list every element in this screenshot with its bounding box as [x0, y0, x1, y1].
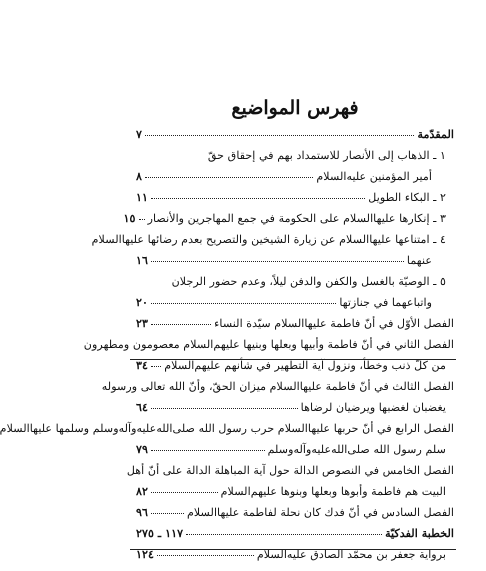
toc-entry-page: ١٥ [123, 211, 136, 225]
toc-list [0, 124, 454, 565]
toc-page [0, 96, 454, 565]
toc-entry [136, 187, 454, 208]
toc-entry-page: ٩٦ [136, 505, 149, 519]
toc-entry [101, 376, 454, 397]
toc-entry-text: ٤ ـ امتناعها عليها‌السلام عن زيارة الشيخين والتصريح بعدم رضائها عليها‌السلام [91, 233, 446, 246]
toc-entry-text: الفصل الرابع في أنّ حربها عليها‌السلام حرب رسول الله صلى‌الله‌عليه‌وآله‌وسلم وسلمها عليها‌السلام [0, 422, 454, 435]
toc-entry-text: الفصل الثالث في أنّ فاطمة عليها‌السلام ميزان الحقّ، وأنّ الله تعالى ورسوله [101, 380, 454, 393]
toc-entry [136, 439, 454, 460]
toc-entry-page: ١١٧ ـ ٢٧٥ [136, 526, 184, 540]
toc-entry-text: ٣ ـ إنكارها عليها‌السلام على الحكومة في جمع المهاجرين والأنصار [147, 212, 446, 225]
toc-entry [136, 250, 454, 271]
toc-entry-text: الفصل الخامس في النصوص الدالة حول آية المباهلة الدالة على أنّ أهل [126, 464, 454, 477]
toc-entry-text: ٥ ـ الوصيّة بالغسل والكفن والدفن ليلاً، وعدم حضور الرجلان [171, 275, 446, 288]
toc-entry-page: ١١ [136, 190, 149, 204]
toc-entry [136, 313, 454, 334]
dot-leader [151, 449, 265, 451]
dot-leader [151, 407, 298, 409]
dot-leader [151, 197, 365, 199]
toc-entry [136, 271, 454, 292]
dot-leader [139, 218, 145, 220]
toc-entry-text: يغضبان لغضبها ويرضيان لرضاها [300, 401, 446, 414]
toc-entry [126, 460, 454, 481]
dot-leader [151, 512, 184, 514]
toc-entry [136, 481, 454, 502]
toc-entry-page: ١٢٤ [136, 547, 155, 561]
toc-entry [136, 397, 454, 418]
toc-entry-page: ٨٢ [136, 484, 149, 498]
divider [130, 549, 456, 550]
dot-leader [186, 533, 382, 535]
toc-entry-text: الخطبة الفدكيّة [385, 526, 454, 540]
toc-entry-text: الفصل الأوّل في أنّ فاطمة عليها‌السلام سيّدة النساء [214, 317, 454, 330]
dot-leader [151, 323, 211, 325]
dot-leader [151, 491, 218, 493]
toc-entry-text: واتباعهما في جنازتها [339, 296, 432, 309]
toc-entry [136, 502, 454, 523]
toc-entry-page: ٧ [136, 127, 143, 141]
divider [130, 359, 456, 360]
toc-entry [136, 124, 454, 145]
dot-leader [145, 134, 414, 136]
toc-entry-text: أمير المؤمنين عليه‌السلام [316, 170, 432, 183]
page-title: فهرس المواضيع [231, 97, 359, 119]
dot-leader [151, 302, 336, 304]
toc-entry [136, 145, 454, 166]
toc-entry-text: عنهما [406, 254, 432, 267]
toc-entry [0, 418, 454, 439]
toc-entry-page: ٢٠ [136, 295, 149, 309]
toc-entry-text: البيت هم فاطمة وأبوها وبعلها وبنوها عليهم‌السلام [220, 485, 446, 498]
toc-entry-text: سلم رسول الله صلى‌الله‌عليه‌وآله‌وسلم [267, 443, 446, 456]
toc-entry-page: ٨ [136, 169, 143, 183]
toc-entry-page: ٢٣ [136, 316, 149, 330]
toc-entry-text: برواية جعفر بن محمّد الصادق عليه‌السلام [256, 548, 446, 561]
dot-leader [151, 365, 161, 367]
toc-entry [136, 523, 454, 544]
dot-leader [145, 176, 313, 178]
dot-leader [151, 260, 404, 262]
toc-entry-text: المقدّمة [417, 127, 454, 141]
toc-entry [136, 544, 454, 565]
toc-entry-text: ٢ ـ البكاء الطويل [368, 191, 446, 204]
toc-entry-text: ١ ـ الذهاب إلى الأنصار للاستمداد بهم في إحقاق حقّ [207, 149, 446, 162]
toc-entry [123, 208, 454, 229]
dot-leader [157, 554, 254, 556]
toc-entry-text: الفصل الثاني في أنّ فاطمة وأبيها وبعلها وبنيها عليهم‌السلام معصومون ومطهرون [83, 338, 454, 351]
toc-entry [83, 334, 454, 355]
toc-entry-text: من كلّ ذنب وخطأ، ونزول آية التطهير في شأنهم عليهم‌السلام [164, 359, 446, 372]
toc-entry-page: ١٦ [136, 253, 149, 267]
toc-entry [91, 229, 454, 250]
toc-entry-page: ٦٤ [136, 400, 149, 414]
toc-entry-page: ٣٤ [136, 358, 149, 372]
toc-entry [136, 292, 454, 313]
toc-entry-page: ٧٩ [136, 442, 149, 456]
toc-entry [136, 166, 454, 187]
toc-entry-text: الفصل السادس في أنّ فدك كان نحلة لفاطمة عليها‌السلام [186, 506, 454, 519]
